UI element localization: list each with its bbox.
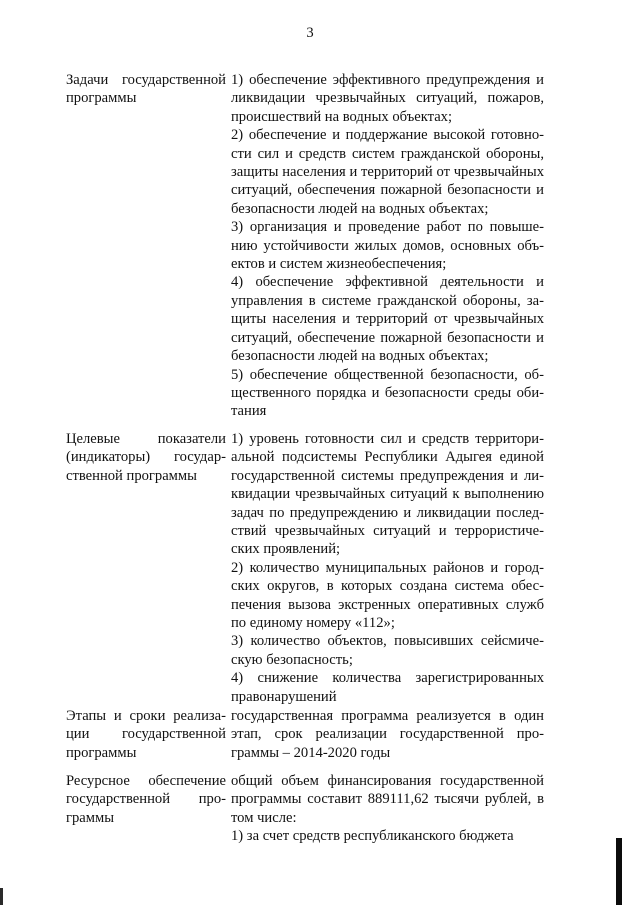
scan-edge-bar bbox=[616, 838, 622, 905]
section-label-tasks: Задачи государственной программы bbox=[66, 72, 226, 107]
section-label-stages: Этапы и сроки реализации государственной программы bbox=[66, 708, 226, 761]
stages-item-1: государственная программа реализуется в один этап, срок реализации государственной программы – 2014-2020 годы bbox=[231, 708, 544, 761]
resources-item-2: 1) за счет средств республиканского бюджета bbox=[231, 828, 514, 845]
section-label-resources: Ресурсное обеспечение государственной программы bbox=[66, 773, 226, 826]
task-item-3: 3) организация и проведение работ по повышению устойчивости жилых домов, основных объектов и систем жизнеобеспечения; bbox=[231, 219, 544, 273]
section-content-resources bbox=[231, 772, 544, 846]
task-item-1: 1) обеспечение эффективного предупреждения и ликвидации чрезвычайных ситуаций, пожаров, происшествий на водных объектах; bbox=[231, 72, 544, 125]
section-content-stages bbox=[231, 707, 544, 762]
indicator-item-2: 2) количество муниципальных районов и городских округов, в которых создана система обеспечения вызова экстренных оперативных служб по единому номеру «112»; bbox=[231, 559, 544, 632]
resources-item-1: общий объем финансирования государственной программы составит 889111,62 тысячи рублей, в том числе: bbox=[231, 773, 544, 826]
task-item-2: 2) обеспечение и поддержание высокой готовности сил и средств систем гражданской обороны, защиты населения и территорий от чрезвычайных ситуаций, обеспечения пожарной безопасности и безопасности людей на водных объектах; bbox=[231, 127, 544, 217]
indicator-item-3: 3) количество объектов, повысивших сейсмическую безопасность; bbox=[231, 633, 544, 668]
section-content-indicators bbox=[231, 430, 544, 706]
scan-edge-speck bbox=[0, 888, 3, 905]
task-item-5: 5) обеспечение общественной безопасности, общественного порядка и безопасности среды обитания bbox=[231, 366, 544, 420]
page-number: 3 bbox=[306, 25, 314, 41]
section-content-tasks bbox=[231, 71, 544, 421]
indicator-item-1: 1) уровень готовности сил и средств территориальной подсистемы Республики Адыгея единой государственной системы предупреждения и ликвидации чрезвычайных ситуаций к выполнению задач по предупреждению и ликвидации последствий чрезвычайных ситуаций и террористических проявлений; bbox=[231, 431, 544, 558]
task-item-4: 4) обеспечение эффективной деятельности и управления в системе гражданской обороны, защиты населения и территорий от чрезвычайных ситуаций, обеспечение пожарной безопасности и безопасности людей на водных объектах; bbox=[231, 274, 544, 365]
indicator-item-4: 4) снижение количества зарегистрированных правонарушений bbox=[231, 670, 544, 705]
section-label-indicators: Целевые показатели (индикаторы) государственной программы bbox=[66, 431, 226, 484]
